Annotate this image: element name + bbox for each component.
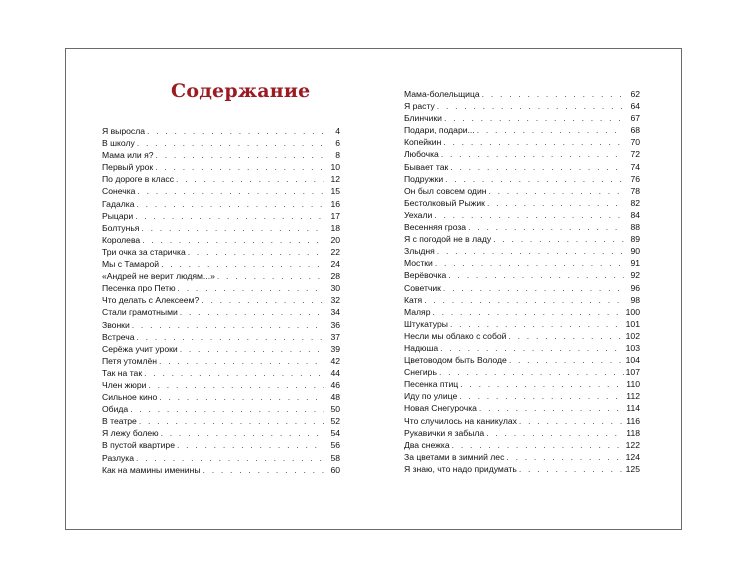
toc-entry-title: Советчик xyxy=(404,282,441,293)
dot-leader xyxy=(519,415,624,427)
toc-entry-title: Новая Снегурочка xyxy=(404,403,477,414)
toc-right-column xyxy=(404,88,640,475)
toc-entry-page: 72 xyxy=(630,149,640,160)
toc-entry xyxy=(102,439,340,451)
toc-entry-page: 107 xyxy=(625,367,640,378)
toc-entry-page: 102 xyxy=(625,330,640,341)
toc-entry-title: Болтунья xyxy=(102,222,140,233)
toc-entry-page: 101 xyxy=(625,318,640,329)
toc-entry-page: 116 xyxy=(626,415,640,426)
dot-leader xyxy=(161,427,324,439)
toc-entry-page: 88 xyxy=(630,222,640,233)
toc-entry-title: По дороге в класс xyxy=(102,174,175,185)
toc-entry-title: Я знаю, что надо придумать xyxy=(404,463,517,474)
toc-entry-title: Снегирь xyxy=(404,367,437,378)
dot-leader xyxy=(486,427,624,439)
toc-entry-title: Штукатуры xyxy=(404,318,448,329)
toc-entry-title: Злыдня xyxy=(404,246,435,257)
toc-entry-page: 56 xyxy=(330,440,340,451)
toc-entry-title: Сонечка xyxy=(102,186,136,197)
toc-entry xyxy=(102,246,340,258)
toc-entry-title: Рукавички я забыла xyxy=(404,427,485,438)
toc-entry-title: Петя утомлён xyxy=(102,355,158,366)
dot-leader xyxy=(137,185,324,197)
toc-entry-page: 74 xyxy=(630,161,640,172)
toc-entry-title: Первый урок xyxy=(102,162,154,173)
toc-entry xyxy=(102,173,340,185)
dot-leader xyxy=(482,88,624,100)
toc-entry-title: Обида xyxy=(102,404,129,415)
toc-entry-page: 90 xyxy=(630,246,640,257)
toc-entry xyxy=(102,210,340,222)
toc-entry-title: Подари, подари... xyxy=(404,125,475,136)
toc-entry-title: Цветоводом быть Володе xyxy=(404,355,507,366)
dot-leader xyxy=(201,294,324,306)
toc-entry-page: 50 xyxy=(330,404,340,415)
dot-leader xyxy=(132,319,324,331)
toc-entry-page: 34 xyxy=(330,307,340,318)
toc-entry-page: 96 xyxy=(630,282,640,293)
toc-entry xyxy=(404,197,640,209)
toc-entry xyxy=(404,439,640,451)
dot-leader xyxy=(435,257,624,269)
toc-entry xyxy=(102,306,340,318)
toc-entry-page: 64 xyxy=(630,101,640,112)
toc-entry-title: Я с погодой не в ладу xyxy=(404,234,492,245)
toc-entry-title: В школу xyxy=(102,138,135,149)
toc-entry-title: Три очка за старичка xyxy=(102,246,186,257)
toc-entry xyxy=(102,427,340,439)
dot-leader xyxy=(176,173,324,185)
dot-leader xyxy=(488,185,624,197)
toc-entry-page: 30 xyxy=(330,283,340,294)
toc-entry xyxy=(404,415,640,427)
dot-leader xyxy=(448,269,624,281)
toc-entry-page: 98 xyxy=(630,294,640,305)
toc-entry-page: 89 xyxy=(630,234,640,245)
toc-entry-title: За цветами в зимний лес xyxy=(404,451,505,462)
toc-entry-page: 104 xyxy=(625,355,640,366)
toc-entry xyxy=(404,366,640,378)
toc-entry-title: Песенка про Петю xyxy=(102,283,176,294)
toc-entry xyxy=(102,198,340,210)
dot-leader xyxy=(477,124,624,136)
toc-entry-page: 58 xyxy=(330,452,340,463)
toc-entry-title: Мостки xyxy=(404,258,433,269)
dot-leader xyxy=(141,222,324,234)
toc-entry xyxy=(102,452,340,464)
toc-entry xyxy=(404,306,640,318)
toc-entry-page: 62 xyxy=(630,89,640,99)
dot-leader xyxy=(460,378,624,390)
dot-leader xyxy=(434,209,624,221)
toc-entry-page: 68 xyxy=(630,125,640,136)
dot-leader xyxy=(139,415,324,427)
toc-entry xyxy=(404,342,640,354)
toc-left-column xyxy=(102,125,340,476)
toc-entry-title: Я лежу болею xyxy=(102,428,159,439)
toc-entry xyxy=(404,378,640,390)
dot-leader xyxy=(156,149,324,161)
toc-entry-page: 67 xyxy=(630,113,640,124)
toc-entry xyxy=(404,294,640,306)
toc-entry-title: Разлука xyxy=(102,452,135,463)
toc-entry xyxy=(102,282,340,294)
toc-entry-page: 4 xyxy=(335,126,340,136)
toc-entry-page: 112 xyxy=(626,391,640,402)
dot-leader xyxy=(180,306,324,318)
toc-entry-title: Что случилось на каникулах xyxy=(404,415,517,426)
toc-entry-page: 124 xyxy=(625,451,640,462)
dot-leader xyxy=(437,245,624,257)
dot-leader xyxy=(137,198,325,210)
toc-entry xyxy=(102,294,340,306)
toc-entry-title: Верёвочка xyxy=(404,270,447,281)
dot-leader xyxy=(130,403,324,415)
toc-entry xyxy=(102,234,340,246)
dot-leader xyxy=(144,367,324,379)
dot-leader xyxy=(444,112,624,124)
toc-entry-page: 16 xyxy=(330,198,340,209)
toc-entry xyxy=(102,270,340,282)
toc-entry xyxy=(404,318,640,330)
dot-leader xyxy=(137,331,325,343)
toc-entry-page: 10 xyxy=(330,162,340,173)
dot-leader xyxy=(468,221,624,233)
dot-leader xyxy=(178,282,324,294)
dot-leader xyxy=(440,342,624,354)
dot-leader xyxy=(159,355,324,367)
dot-leader xyxy=(137,137,324,149)
dot-leader xyxy=(161,258,324,270)
toc-entry xyxy=(102,222,340,234)
toc-entry xyxy=(102,343,340,355)
dot-leader xyxy=(441,148,624,160)
toc-entry-title: Гадалка xyxy=(102,198,135,209)
dot-leader xyxy=(437,100,624,112)
toc-entry-title: Бестолковый Рыжик xyxy=(404,197,485,208)
toc-entry-title: Стали грамотными xyxy=(102,307,178,318)
toc-entry-page: 18 xyxy=(330,222,340,233)
dot-leader xyxy=(180,343,324,355)
toc-entry-page: 70 xyxy=(630,137,640,148)
toc-entry xyxy=(404,221,640,233)
toc-entry-page: 46 xyxy=(330,379,340,390)
toc-entry xyxy=(404,148,640,160)
dot-leader xyxy=(147,125,324,137)
toc-entry-page: 36 xyxy=(330,319,340,330)
toc-entry xyxy=(102,149,340,161)
page-title: Содержание xyxy=(171,80,311,102)
dot-leader xyxy=(493,233,624,245)
toc-entry-title: Мы с Тамарой xyxy=(102,259,160,270)
dot-leader xyxy=(217,270,324,282)
toc-entry xyxy=(102,367,340,379)
toc-entry-title: Подружки xyxy=(404,173,444,184)
toc-entry-page: 20 xyxy=(330,234,340,245)
toc-entry-title: Рыцари xyxy=(102,210,134,221)
toc-entry-title: Бывает так xyxy=(404,161,449,172)
toc-entry-title: Серёжа учит уроки xyxy=(102,343,178,354)
toc-entry xyxy=(404,451,640,463)
toc-entry-page: 8 xyxy=(335,150,340,161)
toc-entry-title: Надюша xyxy=(404,342,439,353)
toc-entry xyxy=(404,161,640,173)
toc-entry xyxy=(102,464,340,476)
toc-entry-page: 54 xyxy=(330,428,340,439)
toc-entry-page: 28 xyxy=(330,271,340,282)
toc-entry-page: 44 xyxy=(330,367,340,378)
toc-entry-title: В пустой квартире xyxy=(102,440,175,451)
toc-entry-title: Иду по улице xyxy=(404,391,458,402)
toc-entry xyxy=(102,137,340,149)
toc-entry-page: 12 xyxy=(330,174,340,185)
toc-entry xyxy=(102,391,340,403)
toc-entry-title: Звонки xyxy=(102,319,130,330)
toc-entry xyxy=(404,124,640,136)
toc-entry-page: 17 xyxy=(330,210,340,221)
dot-leader xyxy=(136,452,324,464)
toc-entry-page: 60 xyxy=(330,464,340,475)
toc-entry xyxy=(404,354,640,366)
toc-entry-title: Весенняя гроза xyxy=(404,222,467,233)
toc-entry-page: 22 xyxy=(330,246,340,257)
toc-entry-title: Любочка xyxy=(404,149,439,160)
dot-leader xyxy=(487,197,624,209)
dot-leader xyxy=(159,391,324,403)
toc-entry xyxy=(102,415,340,427)
dot-leader xyxy=(450,161,624,173)
dot-leader xyxy=(188,246,324,258)
toc-entry-page: 42 xyxy=(330,355,340,366)
toc-entry xyxy=(102,403,340,415)
toc-entry xyxy=(404,269,640,281)
toc-entry-title: Я выросла xyxy=(102,126,145,136)
toc-entry xyxy=(102,258,340,270)
toc-entry xyxy=(404,136,640,148)
dot-leader xyxy=(439,366,624,378)
toc-entry-title: Мама или я? xyxy=(102,150,154,161)
dot-leader xyxy=(203,464,324,476)
toc-entry xyxy=(404,185,640,197)
toc-entry-page: 15 xyxy=(330,186,340,197)
toc-entry-page: 76 xyxy=(630,173,640,184)
toc-entry-title: Маляр xyxy=(404,306,431,317)
toc-entry-page: 118 xyxy=(626,427,640,438)
toc-entry-page: 103 xyxy=(625,342,640,353)
toc-entry-title: Катя xyxy=(404,294,423,305)
dot-leader xyxy=(135,210,324,222)
toc-entry xyxy=(404,282,640,294)
toc-entry-title: Два снежка xyxy=(404,439,450,450)
toc-entry xyxy=(102,355,340,367)
toc-entry xyxy=(404,209,640,221)
dot-leader xyxy=(443,282,624,294)
toc-entry-title: Он был совсем один xyxy=(404,185,487,196)
toc-entry xyxy=(404,112,640,124)
dot-leader xyxy=(177,439,324,451)
toc-entry-title: Блинчики xyxy=(404,113,442,124)
dot-leader xyxy=(479,402,624,414)
dot-leader xyxy=(509,354,624,366)
toc-entry-page: 114 xyxy=(626,403,640,414)
toc-entry-title: Я расту xyxy=(404,101,435,112)
toc-entry xyxy=(102,379,340,391)
toc-entry-page: 92 xyxy=(630,270,640,281)
toc-entry xyxy=(404,330,640,342)
toc-entry xyxy=(404,173,640,185)
toc-entry xyxy=(404,390,640,402)
dot-leader xyxy=(506,451,623,463)
toc-entry-page: 78 xyxy=(630,185,640,196)
toc-entry xyxy=(102,319,340,331)
toc-entry-page: 37 xyxy=(330,331,340,342)
toc-entry-title: Встреча xyxy=(102,331,135,342)
toc-entry-page: 110 xyxy=(626,379,640,390)
toc-entry-page: 100 xyxy=(625,306,640,317)
dot-leader xyxy=(445,173,624,185)
toc-entry xyxy=(404,233,640,245)
toc-entry-title: В театре xyxy=(102,416,137,427)
toc-entry-page: 32 xyxy=(330,295,340,306)
toc-entry-title: Что делать с Алексеем? xyxy=(102,295,200,306)
dot-leader xyxy=(443,136,624,148)
toc-entry-title: Как на мамины именины xyxy=(102,464,201,475)
dot-leader xyxy=(452,439,624,451)
toc-entry-title: «Андрей не верит людям...» xyxy=(102,271,215,282)
toc-entry xyxy=(404,88,640,100)
toc-entry-title: Мама-болельщица xyxy=(404,89,480,99)
toc-entry xyxy=(404,100,640,112)
toc-entry-title: Песенка птиц xyxy=(404,379,459,390)
toc-entry xyxy=(102,161,340,173)
toc-entry-page: 82 xyxy=(630,197,640,208)
toc-entry-title: Так на так xyxy=(102,367,143,378)
toc-entry xyxy=(404,463,640,475)
toc-entry-title: Член жюри xyxy=(102,379,147,390)
dot-leader xyxy=(432,306,623,318)
toc-entry-title: Несли мы облако с собой xyxy=(404,330,507,341)
toc-entry xyxy=(404,245,640,257)
toc-entry xyxy=(102,125,340,137)
toc-entry-page: 84 xyxy=(630,209,640,220)
toc-entry-page: 52 xyxy=(330,416,340,427)
toc-entry-page: 91 xyxy=(630,258,640,269)
toc-entry-page: 122 xyxy=(625,439,640,450)
toc-entry-title: Королева xyxy=(102,234,141,245)
dot-leader xyxy=(424,294,624,306)
dot-leader xyxy=(148,379,324,391)
toc-entry-title: Сильное кино xyxy=(102,392,158,403)
toc-entry-page: 6 xyxy=(335,138,340,149)
dot-leader xyxy=(519,463,624,475)
toc-entry-page: 125 xyxy=(625,463,640,474)
toc-entry xyxy=(102,185,340,197)
toc-entry xyxy=(102,331,340,343)
dot-leader xyxy=(459,390,624,402)
toc-entry xyxy=(404,257,640,269)
toc-entry-page: 48 xyxy=(330,392,340,403)
toc-entry xyxy=(404,402,640,414)
dot-leader xyxy=(155,161,324,173)
dot-leader xyxy=(142,234,324,246)
dot-leader xyxy=(508,330,623,342)
toc-entry xyxy=(404,427,640,439)
dot-leader xyxy=(450,318,624,330)
toc-entry-title: Уехали xyxy=(404,209,433,220)
toc-entry-page: 24 xyxy=(330,259,340,270)
toc-entry-page: 39 xyxy=(330,343,340,354)
toc-entry-title: Копейкин xyxy=(404,137,442,148)
